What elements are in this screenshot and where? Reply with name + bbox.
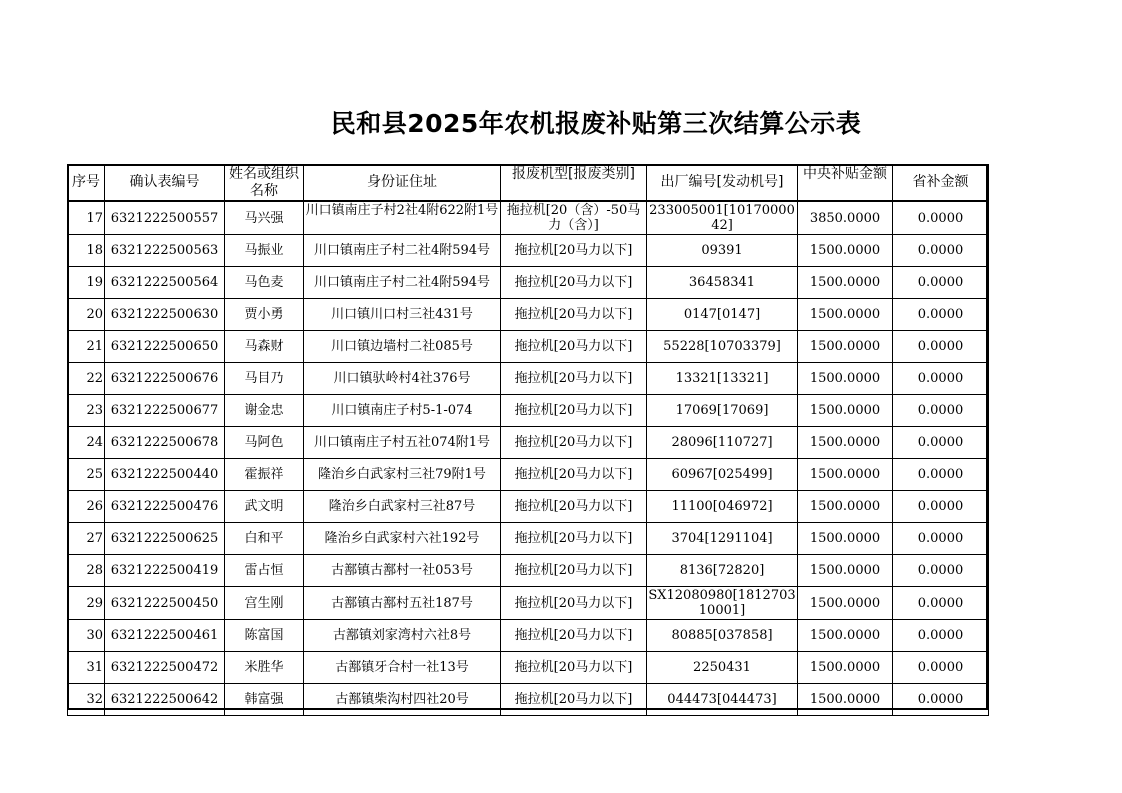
row-model: 拖拉机[20马力以下] (501, 491, 647, 523)
row-name: 宫生刚 (225, 587, 304, 620)
row-provincial-subsidy: 0.0000 (893, 684, 989, 716)
row-model: 拖拉机[20马力以下] (501, 652, 647, 684)
row-address: 古鄯镇刘家湾村六社8号 (304, 620, 501, 652)
row-address: 隆治乡白武家村六社192号 (304, 523, 501, 555)
row-name: 米胜华 (225, 652, 304, 684)
row-model: 拖拉机[20马力以下] (501, 587, 647, 620)
row-address: 川口镇边墙村二社085号 (304, 331, 501, 363)
row-factory-no: 0147[0147] (647, 299, 798, 331)
table-row (68, 684, 989, 716)
row-address: 古鄯镇古鄯村一社053号 (304, 555, 501, 587)
row-provincial-subsidy: 0.0000 (893, 620, 989, 652)
row-central-subsidy: 1500.0000 (798, 620, 893, 652)
table-row (68, 620, 989, 652)
row-seq: 32 (68, 684, 105, 716)
row-confirm-no: 6321222500564 (105, 267, 225, 299)
row-factory-no: 55228[10703379] (647, 331, 798, 363)
row-model: 拖拉机[20马力以下] (501, 331, 647, 363)
row-factory-no: 3704[1291104] (647, 523, 798, 555)
row-factory-no: SX12080980[181270310001] (648, 588, 796, 618)
table-row (68, 652, 989, 684)
row-model: 拖拉机[20马力以下] (501, 299, 647, 331)
row-seq: 22 (68, 363, 105, 395)
row-model: 拖拉机[20马力以下] (501, 235, 647, 267)
row-confirm-no: 6321222500440 (105, 459, 225, 491)
table-row (68, 555, 989, 587)
table-row (68, 267, 989, 299)
row-seq: 31 (68, 652, 105, 684)
page-title: 民和县2025年农机报废补贴第三次结算公示表 (330, 109, 862, 138)
row-central-subsidy: 1500.0000 (798, 491, 893, 523)
table-row (68, 299, 989, 331)
row-factory-no: 8136[72820] (647, 555, 798, 587)
row-factory-no: 80885[037858] (647, 620, 798, 652)
row-confirm-no: 6321222500650 (105, 331, 225, 363)
table-row (68, 201, 989, 235)
table-row (68, 331, 989, 363)
row-name: 韩富强 (225, 684, 304, 716)
row-address: 古鄯镇柴沟村四社20号 (304, 684, 501, 716)
row-central-subsidy: 1500.0000 (798, 684, 893, 716)
row-model: 拖拉机[20马力以下] (501, 395, 647, 427)
header-confirm-no: 确认表编号 (105, 165, 225, 202)
row-model: 拖拉机[20马力以下] (501, 267, 647, 299)
row-seq: 19 (68, 267, 105, 299)
table-body (68, 165, 989, 716)
row-central-subsidy: 1500.0000 (798, 555, 893, 587)
row-central-subsidy: 1500.0000 (798, 587, 893, 620)
row-confirm-no: 6321222500678 (105, 427, 225, 459)
row-factory-no: 60967[025499] (647, 459, 798, 491)
row-name: 雷占恒 (225, 555, 304, 587)
row-central-subsidy: 1500.0000 (798, 267, 893, 299)
row-address: 川口镇南庄子村五社074附1号 (304, 427, 501, 459)
row-provincial-subsidy: 0.0000 (893, 201, 989, 235)
row-provincial-subsidy: 0.0000 (893, 459, 989, 491)
row-name: 马色麦 (225, 267, 304, 299)
row-central-subsidy: 1500.0000 (798, 652, 893, 684)
row-factory-no: 36458341 (647, 267, 798, 299)
row-name: 马兴强 (225, 201, 304, 235)
row-name: 贾小勇 (225, 299, 304, 331)
header-central-subsidy: 中央补贴金额 (798, 165, 893, 202)
row-address: 川口镇南庄子村2社4附622附1号 (304, 201, 501, 235)
header-model: 报废机型[报废类别] (501, 165, 647, 202)
table-row (68, 395, 989, 427)
row-seq: 20 (68, 299, 105, 331)
row-central-subsidy: 1500.0000 (798, 427, 893, 459)
row-address: 古鄯镇古鄯村五社187号 (304, 587, 501, 620)
row-name: 马振业 (225, 235, 304, 267)
row-model: 拖拉机[20（含）-50马力（含）] (501, 201, 647, 235)
row-provincial-subsidy: 0.0000 (893, 299, 989, 331)
row-model: 拖拉机[20马力以下] (501, 684, 647, 716)
row-provincial-subsidy: 0.0000 (893, 587, 989, 620)
row-name: 谢金忠 (225, 395, 304, 427)
row-factory-no: 044473[044473] (647, 684, 798, 716)
row-model: 拖拉机[20马力以下] (501, 427, 647, 459)
row-seq: 24 (68, 427, 105, 459)
row-name: 霍振祥 (225, 459, 304, 491)
header-name: 姓名或组织名称 (225, 165, 304, 202)
row-name: 马阿色 (225, 427, 304, 459)
row-factory-no: 09391 (647, 235, 798, 267)
row-confirm-no: 6321222500450 (105, 587, 225, 620)
row-central-subsidy: 1500.0000 (798, 363, 893, 395)
row-factory-no: 13321[13321] (647, 363, 798, 395)
table-row (68, 427, 989, 459)
row-seq: 29 (68, 587, 105, 620)
row-provincial-subsidy: 0.0000 (893, 331, 989, 363)
row-name: 武文明 (225, 491, 304, 523)
row-seq: 25 (68, 459, 105, 491)
row-provincial-subsidy: 0.0000 (893, 652, 989, 684)
row-seq: 28 (68, 555, 105, 587)
row-provincial-subsidy: 0.0000 (893, 235, 989, 267)
row-model: 拖拉机[20马力以下] (501, 555, 647, 587)
row-central-subsidy: 1500.0000 (798, 459, 893, 491)
row-address: 川口镇驮岭村4社376号 (304, 363, 501, 395)
table-header-row (68, 165, 989, 202)
row-name: 马森财 (225, 331, 304, 363)
row-provincial-subsidy: 0.0000 (893, 395, 989, 427)
table-row (68, 491, 989, 523)
header-provincial-subsidy: 省补金额 (893, 165, 989, 202)
header-seq: 序号 (68, 165, 105, 202)
row-central-subsidy: 1500.0000 (798, 523, 893, 555)
row-confirm-no: 6321222500472 (105, 652, 225, 684)
header-address: 身份证住址 (304, 165, 501, 202)
row-seq: 21 (68, 331, 105, 363)
row-address: 古鄯镇牙合村一社13号 (304, 652, 501, 684)
row-model: 拖拉机[20马力以下] (501, 363, 647, 395)
row-name: 陈富国 (225, 620, 304, 652)
row-confirm-no: 6321222500476 (105, 491, 225, 523)
row-model: 拖拉机[20马力以下] (501, 459, 647, 491)
row-address: 川口镇南庄子村二社4附594号 (304, 267, 501, 299)
row-seq: 18 (68, 235, 105, 267)
row-confirm-no: 6321222500461 (105, 620, 225, 652)
row-central-subsidy: 1500.0000 (798, 395, 893, 427)
row-seq: 17 (68, 201, 105, 235)
row-factory-no: 2250431 (647, 652, 798, 684)
row-provincial-subsidy: 0.0000 (893, 523, 989, 555)
row-seq: 26 (68, 491, 105, 523)
row-provincial-subsidy: 0.0000 (893, 267, 989, 299)
row-provincial-subsidy: 0.0000 (893, 491, 989, 523)
row-address: 川口镇南庄子村5-1-074 (304, 395, 501, 427)
row-confirm-no: 6321222500557 (105, 201, 225, 235)
table-row (68, 363, 989, 395)
table-row (68, 523, 989, 555)
table-row (68, 459, 989, 491)
row-factory-no: 233005001[1017000042] (647, 201, 798, 235)
row-confirm-no: 6321222500676 (105, 363, 225, 395)
row-provincial-subsidy: 0.0000 (893, 363, 989, 395)
row-address: 川口镇川口村三社431号 (304, 299, 501, 331)
row-model: 拖拉机[20马力以下] (501, 620, 647, 652)
row-factory-no: 11100[046972] (647, 491, 798, 523)
row-central-subsidy: 1500.0000 (798, 235, 893, 267)
header-factory-no: 出厂编号[发动机号] (647, 165, 798, 202)
row-model: 拖拉机[20马力以下] (501, 523, 647, 555)
row-address: 隆治乡白武家村三社79附1号 (304, 459, 501, 491)
row-name: 马目乃 (225, 363, 304, 395)
row-seq: 27 (68, 523, 105, 555)
row-address: 川口镇南庄子村二社4附594号 (304, 235, 501, 267)
table-row (68, 235, 989, 267)
row-factory-no: 17069[17069] (647, 395, 798, 427)
row-confirm-no: 6321222500677 (105, 395, 225, 427)
row-confirm-no: 6321222500630 (105, 299, 225, 331)
row-name: 白和平 (225, 523, 304, 555)
row-seq: 23 (68, 395, 105, 427)
row-central-subsidy: 1500.0000 (798, 331, 893, 363)
row-confirm-no: 6321222500419 (105, 555, 225, 587)
table-row (68, 587, 989, 620)
row-factory-no: 28096[110727] (647, 427, 798, 459)
row-seq: 30 (68, 620, 105, 652)
row-central-subsidy: 3850.0000 (798, 201, 893, 235)
row-central-subsidy: 1500.0000 (798, 299, 893, 331)
row-confirm-no: 6321222500563 (105, 235, 225, 267)
row-confirm-no: 6321222500642 (105, 684, 225, 716)
subsidy-table (67, 164, 989, 716)
row-provincial-subsidy: 0.0000 (893, 555, 989, 587)
row-confirm-no: 6321222500625 (105, 523, 225, 555)
row-provincial-subsidy: 0.0000 (893, 427, 989, 459)
row-address: 隆治乡白武家村三社87号 (304, 491, 501, 523)
